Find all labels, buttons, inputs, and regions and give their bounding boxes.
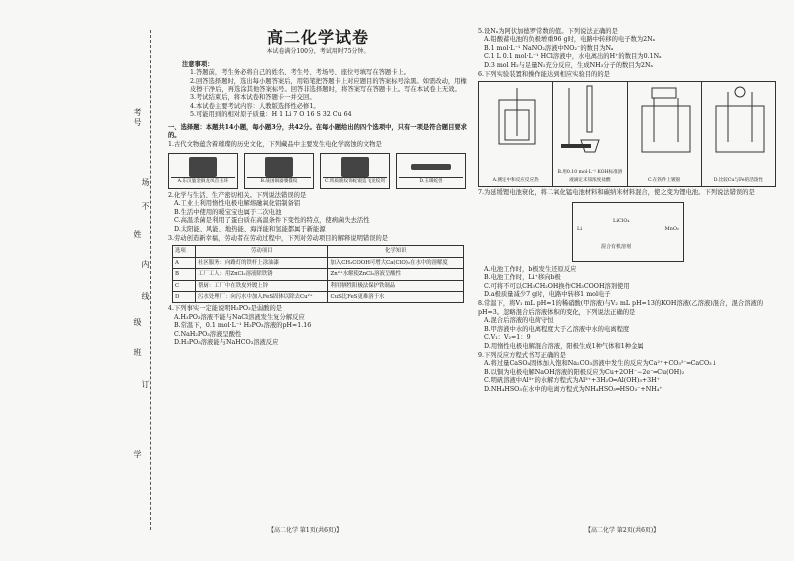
q9-option: B.以铜为电极电解NaOH溶液的阳极反应为Cu+2OH⁻−2e⁻═Cu(OH)₂ — [484, 368, 685, 376]
notice-item: 2.回答选择题时，选出每小题答案后，用铅笔把答题卡上对应题目的答案标号涂黑。如需改动，用橡皮擦干净后，再选涂其他答案标号。回答非选择题时，将答案写在答题卡上。写在本试卷上无效。 — [190, 77, 467, 94]
question-5: 5.设Nₐ为阿伏加德罗常数的值。下列说法正确的是 — [478, 28, 618, 35]
q1-option-image: C.铁质鹿纹饰蛇锻造飞龙纹剑 — [320, 153, 390, 189]
exam-info: 本试卷满分100分，考试用时75分钟。 — [266, 48, 370, 56]
battery-label: 混合有机溶剂 — [601, 243, 632, 250]
binding-margin — [92, 30, 162, 530]
binding-label: 号 — [133, 118, 142, 126]
table-row: A 社区服务：向路灯的铁杆上涂油漆 加入CH₃COOH可增大Ca(ClO)₂在水中的溶解度 — [173, 257, 464, 268]
page-title: 高二化学试卷 — [266, 28, 369, 47]
question-9: 9.下列反应方程式书写正确的是 — [478, 351, 566, 359]
binding-label: 班 — [133, 348, 142, 356]
q5-option: D.3 mol H₂与足量N₂充分反应，生成NH₃分子的数目为2Nₐ — [484, 61, 653, 69]
battery-label: MnO₂ — [664, 225, 679, 232]
section-heading: 一、选择题：本题共14小题，每小题3分，共42分。在每小题给出的四个选项中，只有一项是符合题目要求的。 — [168, 123, 467, 140]
right-column — [478, 18, 778, 394]
binding-label: 订 — [141, 380, 150, 388]
galvanic-cell-icon — [704, 84, 776, 164]
notice-item: 1.答题前，考生务必将自己的姓名、考生号、考场号、座位号填写在答题卡上。 — [190, 69, 411, 77]
table-row: B 工厂工人：用ZnCl₂溶液除铁锈 Zn²⁺水解使ZnCl₂溶液呈酸性 — [173, 269, 464, 280]
notice-item: 4.本试卷主要考试内容：人教版选择性必修1。 — [190, 102, 320, 110]
q9-option: C.明矾溶液中Al³⁺的水解方程式为Al³⁺+3H₂O═Al(OH)₃+3H⁺ — [484, 377, 660, 385]
notice-item: 5.可能用到的相对原子质量：H 1 Li 7 O 16 S 32 Cu 64 — [190, 111, 352, 119]
notice-item: 3.考试结束后，将本试卷和答题卡一并交回。 — [190, 94, 316, 102]
burette-icon — [555, 84, 627, 164]
table-header-row: 选项 劳动项目 化学知识 — [173, 246, 464, 257]
binding-label: 内 — [141, 260, 150, 268]
q7-option: B.电池工作时，Li⁺移向b极 — [484, 274, 561, 282]
electroplating-icon — [630, 84, 702, 164]
binding-label: 考 — [133, 108, 142, 116]
q2-option: C.高温杀菌是利用了蛋白质在高温条件下变性的特点，使病菌失去活性 — [174, 217, 370, 225]
apparatus-a: A.测定中和反应反应热 — [479, 82, 553, 186]
q2-option: A.工业上利用惰性电极电解熔融氧化铝制备铝 — [174, 200, 301, 208]
table-row: D 污水处理厂：向污水中加入FeS固体以除去Cu²⁺ CuS比FeS更难溶于水 — [173, 291, 464, 302]
binding-label: 线 — [141, 292, 150, 300]
q4-option: A.H₃PO₃溶液不能与NaCl溶液发生复分解反应 — [174, 313, 305, 321]
q8-option: D.用惰性电极电解混合溶液，阳极生成1种气体和1种金属 — [484, 342, 644, 350]
q1-option-image: B.战国铜器饕餮纹 — [244, 153, 314, 189]
q9-option: D.NH₄HSO₃在水中的电离方程式为NH₄HSO₃═HSO₃⁻+NH₄⁺ — [484, 385, 663, 393]
question-6: 6.下列实验装置和操作能达到相应实验目的的是 — [478, 71, 610, 79]
q8-option: C.V₁：V₂=1：9 — [484, 334, 531, 342]
q9-option: A.将过量CaSO₄固体加入饱和Na₂CO₃溶液中发生的反应为Ca²⁺+CO₃²⁻═CaCO₃↓ — [484, 360, 717, 368]
question-2: 2.化学与生活、生产密切相关。下列说法错误的是 — [168, 191, 307, 199]
q1-option-image: A.东汉鎏金铜龙凤首玉环 — [168, 153, 238, 189]
apparatus-c: C.在铁件上镀银 — [628, 82, 702, 186]
question-4: 4.下列事实一定能说明H₃PO₃是弱酸的是 — [168, 305, 283, 313]
q6-apparatus-figure — [478, 81, 776, 187]
question-8: 8.常温下，将V₁ mL pH=1的稀硝酸(甲溶液)与V₂ mL pH=13的KOH溶液(乙溶液)混合，混合溶液的pH=3。忽略混合后溶液体积的变化，下列说法正确的是 — [478, 300, 764, 316]
binding-label: 学 — [133, 450, 142, 458]
q2-option: B.生活中使用的暖宝宝也属于二次电池 — [174, 208, 282, 216]
battery-label: Li — [577, 225, 582, 232]
battery-label: LiClO₄ — [613, 217, 630, 224]
left-column — [168, 18, 468, 347]
battery-diagram — [572, 202, 684, 262]
q2-option: D.太阳能、风能、地热能、海洋能和氢能都属于新能源 — [174, 225, 326, 233]
q8-option: B.甲溶液中水的电离程度大于乙溶液中水的电离程度 — [484, 325, 630, 333]
footer-right: 【高二化学 第2页(共6页)】 — [585, 527, 660, 534]
q4-option: B.常温下，0.1 mol·L⁻¹ H₃PO₃溶液的pH≈1.16 — [174, 322, 312, 330]
q5-option: B.1 mol·L⁻¹ NaNO₂溶液中NO₂⁻的数目为Nₐ — [484, 44, 614, 52]
binding-label: 级 — [133, 318, 142, 326]
q8-option: A.混合后溶液的电荷守恒 — [484, 317, 554, 325]
binding-label: 不 — [141, 202, 150, 210]
binding-label: 姓 — [133, 230, 142, 238]
q1-image-row — [168, 153, 468, 189]
q3-table — [172, 245, 464, 303]
q4-option: D.H₃PO₃溶液能与NaHCO₃溶液反应 — [174, 338, 279, 346]
question-7: 7.为延缓锂电池衰化，将二氧化锰电池材料和碳纳米材料混合，使之变为锂电池。下列说法错误的是 — [478, 189, 755, 197]
binding-line — [150, 30, 151, 530]
notice-title: 注意事项： — [182, 60, 214, 68]
q7-option: D.a极质量减少7 g时，电路中转移1 mol电子 — [484, 291, 611, 299]
q4-option: C.NaH₂PO₃溶液呈酸性 — [174, 330, 242, 338]
binding-label: 场 — [141, 178, 150, 186]
q7-option: C.可将不可以CH₃CH₂OH换作CH₃COOH溶剂使用 — [484, 282, 630, 290]
question-1: 1.古代文物蕴含着璀璨的历史文化，下列藏品中主要发生电化学腐蚀的文物是 — [168, 141, 382, 149]
apparatus-b: B.用0.10 mol·L⁻¹ KOH标准溶液滴定未知浓度盐酸 — [553, 82, 627, 186]
question-3: 3.劳动创造新幸福，劳动者在劳动过程中，下列对劳动项目的解释说明错误的是 — [168, 234, 389, 242]
q1-option-image: D.玉璜蛇兽 — [396, 153, 466, 189]
footer-left: 【高二化学 第1页(共6页)】 — [268, 527, 343, 534]
q5-option: A.铅酸蓄电池的负极增重96 g时，电路中转移的电子数为2Nₐ — [484, 36, 656, 44]
calorimeter-icon — [481, 86, 553, 166]
table-row: C 帮厨：工厂中在铁皮外镀上锌 利用牺牲阳极法保护铁制品 — [173, 280, 464, 291]
q5-option: C.1 L 0.1 mol·L⁻¹ HCl溶液中，水电离出的H⁺的数目为0.1Nₐ — [484, 53, 662, 61]
q7-option: A.电池工作时，b极发生还原反应 — [484, 265, 577, 273]
apparatus-d: D.比较Cu与Fe的活泼性 — [702, 82, 775, 186]
